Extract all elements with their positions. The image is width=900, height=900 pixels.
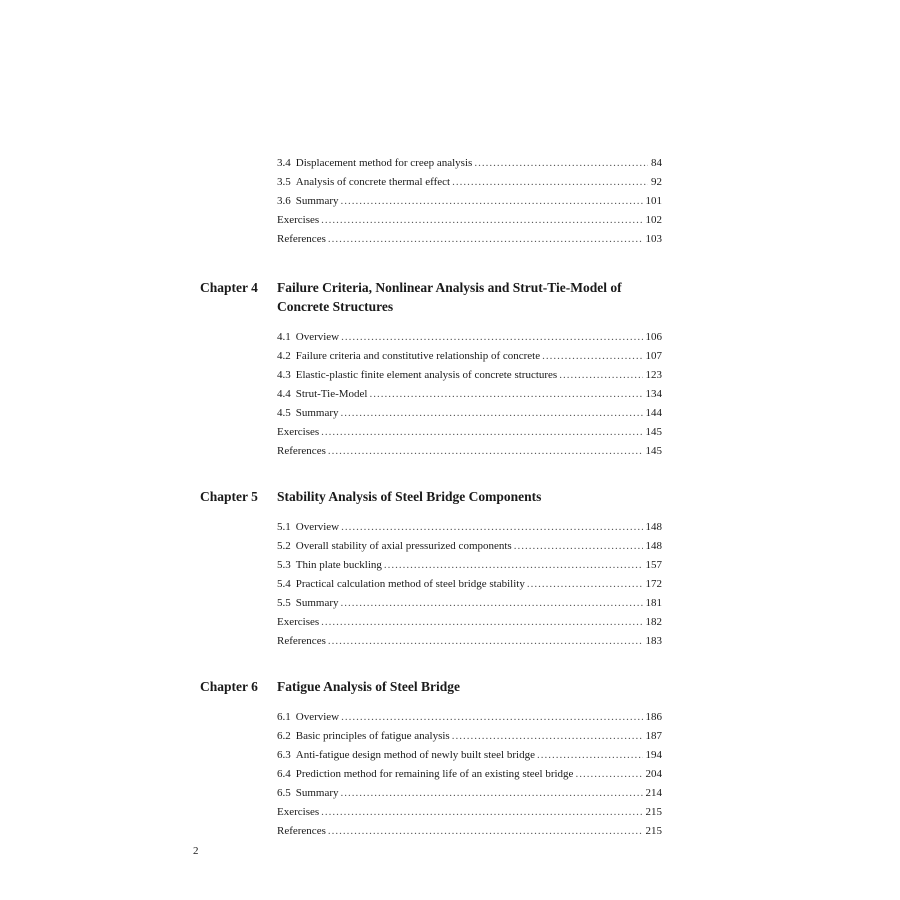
entry-number: 6.3 bbox=[277, 749, 291, 761]
entry-number: 3.4 bbox=[277, 157, 291, 169]
dot-leader bbox=[321, 423, 642, 442]
dot-leader bbox=[369, 385, 642, 404]
chapter-title: Fatigue Analysis of Steel Bridge bbox=[277, 679, 460, 694]
entry-number: 3.6 bbox=[277, 195, 291, 207]
entry-title: Anti-fatigue design method of newly built steel bridge bbox=[295, 749, 535, 761]
entry-title: Exercises bbox=[277, 426, 320, 438]
entry-page: 145 bbox=[645, 445, 662, 457]
entry-title: Displacement method for creep analysis bbox=[295, 157, 473, 169]
entry-title: Summary bbox=[295, 407, 339, 419]
entry-page: 182 bbox=[645, 616, 662, 628]
entry-page: 144 bbox=[645, 407, 662, 419]
toc-entry bbox=[277, 173, 662, 192]
entry-page: 106 bbox=[645, 331, 662, 343]
entry-number: 5.2 bbox=[277, 540, 291, 552]
entry-number: 4.5 bbox=[277, 407, 291, 419]
entry-number: 6.1 bbox=[277, 711, 291, 723]
toc-entry bbox=[277, 556, 662, 575]
entry-number: 5.3 bbox=[277, 559, 291, 571]
chapter-title: Failure Criteria, Nonlinear Analysis and Strut-Tie-Model of Concrete Structures bbox=[277, 280, 622, 314]
toc-entry bbox=[277, 442, 662, 461]
toc-entry-list bbox=[277, 328, 662, 461]
entry-number: 6.2 bbox=[277, 730, 291, 742]
toc-entry bbox=[277, 803, 662, 822]
toc-chapter-4 bbox=[200, 278, 662, 461]
dot-leader bbox=[452, 727, 643, 746]
toc-entry bbox=[277, 230, 662, 249]
toc-entry bbox=[277, 423, 662, 442]
dot-leader bbox=[474, 154, 648, 173]
toc-chapter-5 bbox=[200, 487, 662, 651]
entry-title: Analysis of concrete thermal effect bbox=[295, 176, 451, 188]
entry-page: 84 bbox=[651, 157, 662, 169]
dot-leader bbox=[537, 746, 643, 765]
entry-title: Thin plate buckling bbox=[295, 559, 382, 571]
entry-title: Overview bbox=[295, 331, 340, 343]
dot-leader bbox=[384, 556, 643, 575]
entry-number: 6.4 bbox=[277, 768, 291, 780]
dot-leader bbox=[328, 442, 643, 461]
entry-title: Exercises bbox=[277, 806, 320, 818]
entry-title: Failure criteria and constitutive relationship of concrete bbox=[295, 350, 541, 362]
entry-page: 148 bbox=[645, 540, 662, 552]
dot-leader bbox=[321, 211, 642, 230]
toc-entry bbox=[277, 366, 662, 385]
toc-entry bbox=[277, 746, 662, 765]
chapter-heading bbox=[200, 278, 662, 316]
entry-page: 103 bbox=[645, 233, 662, 245]
chapter-label: Chapter 6 bbox=[200, 679, 258, 694]
entry-title: Exercises bbox=[277, 616, 320, 628]
entry-page: 102 bbox=[645, 214, 662, 226]
entry-page: 214 bbox=[645, 787, 662, 799]
dot-leader bbox=[328, 822, 643, 841]
toc-chapter-6 bbox=[200, 677, 662, 841]
dot-leader bbox=[328, 632, 643, 651]
toc-entry-list bbox=[277, 708, 662, 841]
toc-entry bbox=[277, 822, 662, 841]
entry-title: Basic principles of fatigue analysis bbox=[295, 730, 450, 742]
entry-title: Elastic-plastic finite element analysis of concrete structures bbox=[295, 369, 558, 381]
toc-entry-list bbox=[277, 154, 662, 249]
entry-number: 4.2 bbox=[277, 350, 291, 362]
entry-page: 134 bbox=[645, 388, 662, 400]
chapter-label: Chapter 4 bbox=[200, 280, 258, 295]
dot-leader bbox=[341, 784, 643, 803]
toc-entry bbox=[277, 575, 662, 594]
toc-entry bbox=[277, 404, 662, 423]
entry-number: 4.3 bbox=[277, 369, 291, 381]
entry-page: 194 bbox=[645, 749, 662, 761]
entry-title: Prediction method for remaining life of an existing steel bridge bbox=[295, 768, 574, 780]
toc-entry bbox=[277, 784, 662, 803]
chapter-heading bbox=[200, 677, 662, 696]
entry-number: 5.5 bbox=[277, 597, 291, 609]
dot-leader bbox=[341, 594, 643, 613]
entry-title: References bbox=[277, 635, 326, 647]
toc-entry bbox=[277, 537, 662, 556]
entry-title: Overall stability of axial pressurized components bbox=[295, 540, 512, 552]
dot-leader bbox=[321, 803, 642, 822]
entry-page: 204 bbox=[645, 768, 662, 780]
entry-page: 186 bbox=[645, 711, 662, 723]
dot-leader bbox=[514, 537, 643, 556]
dot-leader bbox=[341, 328, 642, 347]
chapter-heading bbox=[200, 487, 662, 506]
toc-entry bbox=[277, 211, 662, 230]
entry-title: Summary bbox=[295, 195, 339, 207]
entry-title: Overview bbox=[295, 521, 340, 533]
toc-continued-section bbox=[200, 154, 662, 249]
dot-leader bbox=[542, 347, 642, 366]
toc-entry bbox=[277, 613, 662, 632]
chapter-label: Chapter 5 bbox=[200, 489, 258, 504]
entry-number: 5.1 bbox=[277, 521, 291, 533]
dot-leader bbox=[575, 765, 642, 784]
toc-entry bbox=[277, 154, 662, 173]
entry-page: 181 bbox=[645, 597, 662, 609]
dot-leader bbox=[341, 404, 643, 423]
entry-number: 4.1 bbox=[277, 331, 291, 343]
entry-page: 157 bbox=[645, 559, 662, 571]
toc-entry bbox=[277, 385, 662, 404]
dot-leader bbox=[341, 192, 643, 211]
entry-title: Overview bbox=[295, 711, 340, 723]
entry-page: 215 bbox=[645, 806, 662, 818]
entry-page: 145 bbox=[645, 426, 662, 438]
entry-title: References bbox=[277, 445, 326, 457]
entry-page: 92 bbox=[651, 176, 662, 188]
dot-leader bbox=[341, 708, 642, 727]
toc-entry bbox=[277, 708, 662, 727]
toc-entry bbox=[277, 347, 662, 366]
toc-entry bbox=[277, 192, 662, 211]
entry-title: Summary bbox=[295, 787, 339, 799]
dot-leader bbox=[341, 518, 642, 537]
dot-leader bbox=[321, 613, 642, 632]
entry-page: 148 bbox=[645, 521, 662, 533]
toc-entry bbox=[277, 328, 662, 347]
entry-page: 215 bbox=[645, 825, 662, 837]
toc-entry bbox=[277, 765, 662, 784]
entry-title: Exercises bbox=[277, 214, 320, 226]
dot-leader bbox=[452, 173, 648, 192]
entry-page: 101 bbox=[645, 195, 662, 207]
toc-entry bbox=[277, 632, 662, 651]
chapter-title: Stability Analysis of Steel Bridge Components bbox=[277, 489, 542, 504]
entry-title: References bbox=[277, 825, 326, 837]
toc-entry bbox=[277, 727, 662, 746]
dot-leader bbox=[328, 230, 643, 249]
entry-page: 183 bbox=[645, 635, 662, 647]
entry-title: References bbox=[277, 233, 326, 245]
entry-number: 3.5 bbox=[277, 176, 291, 188]
toc-entry bbox=[277, 518, 662, 537]
toc-entry-list bbox=[277, 518, 662, 651]
entry-number: 4.4 bbox=[277, 388, 291, 400]
entry-title: Strut-Tie-Model bbox=[295, 388, 368, 400]
toc-entry bbox=[277, 594, 662, 613]
entry-title: Summary bbox=[295, 597, 339, 609]
page-number: 2 bbox=[193, 845, 199, 857]
dot-leader bbox=[559, 366, 642, 385]
entry-page: 187 bbox=[645, 730, 662, 742]
entry-page: 107 bbox=[645, 350, 662, 362]
entry-page: 123 bbox=[645, 369, 662, 381]
entry-title: Practical calculation method of steel bridge stability bbox=[295, 578, 525, 590]
dot-leader bbox=[527, 575, 643, 594]
entry-page: 172 bbox=[645, 578, 662, 590]
entry-number: 5.4 bbox=[277, 578, 291, 590]
entry-number: 6.5 bbox=[277, 787, 291, 799]
